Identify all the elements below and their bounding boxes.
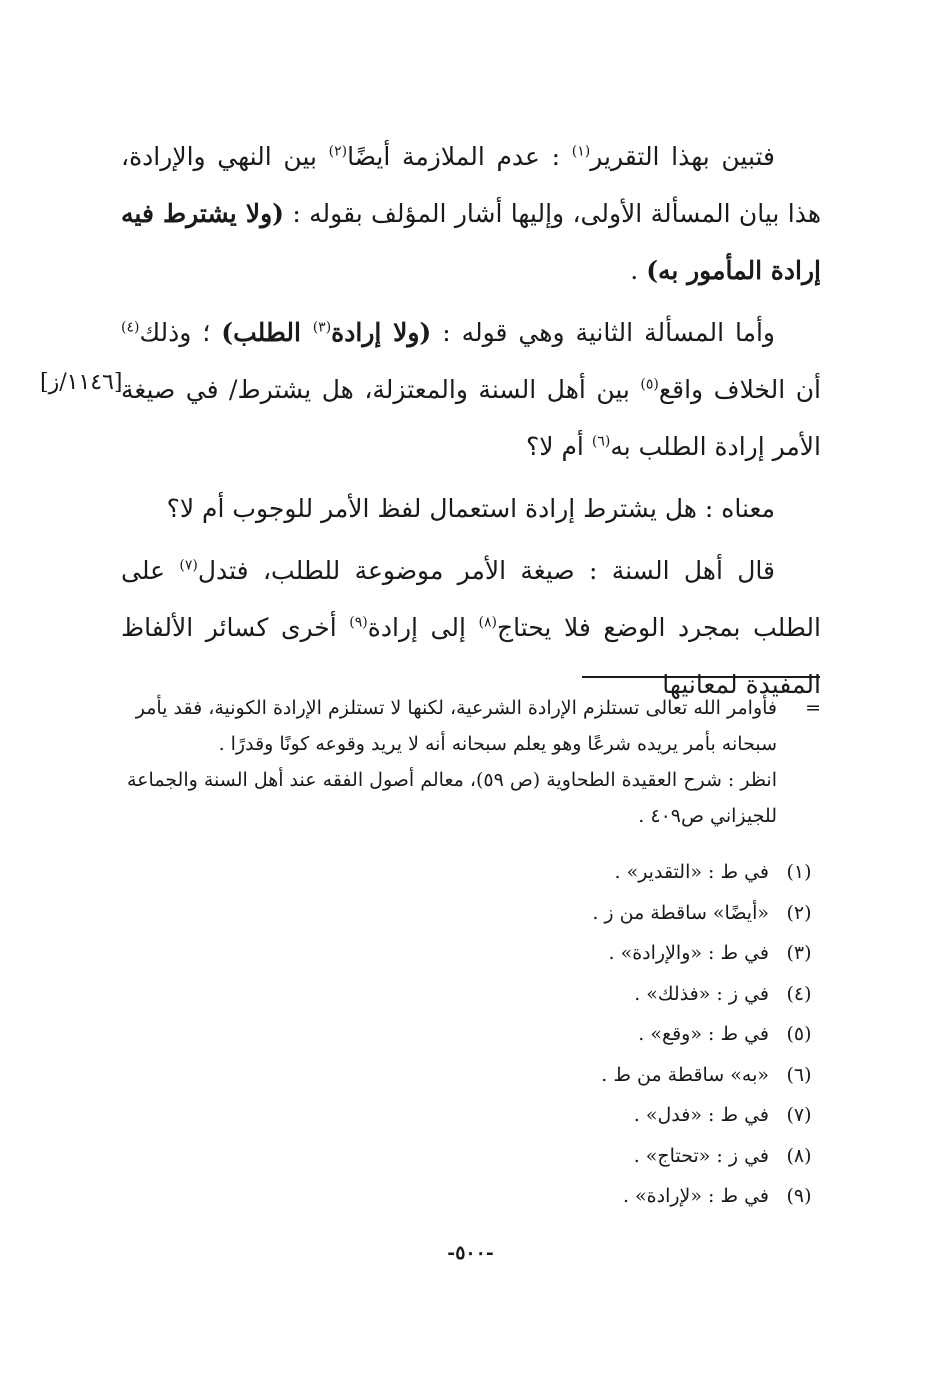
page-number: -٥٠٠- (447, 1242, 494, 1264)
footnote-ref-8[interactable]: (٨) (478, 614, 497, 631)
footnote-ref-9[interactable]: (٩) (349, 614, 368, 631)
footnote-number: (٨) (786, 1144, 812, 1167)
footnote-number: (٧) (786, 1104, 812, 1126)
footnote-text: في ز : «تحتاج» . (633, 1144, 769, 1167)
main-text (121, 128, 821, 713)
footnote-item (121, 1014, 821, 1055)
footnote-item (121, 1095, 821, 1136)
footnote-ref-3[interactable]: (٣) (312, 319, 332, 336)
paragraph-2: وأما المسألة الثانية وهي قوله : (ولا إرادة$^{(٣)}$ الطلب) ؛ وذلك$^{(٤)}$ أن الخلاف واقع$^{(٥)}$ بين أهل السنة والمعتزلة، هل يشترط/ في صيغة الأمر إرادة الطلب به$^{(٦)}$ أم لا؟ (121, 318, 822, 461)
footnote-text: في ط : «فدل» . (633, 1104, 769, 1126)
footnote-item (121, 1055, 821, 1096)
footnotes-list (121, 852, 821, 1217)
quoted-matn: (ولا يشترط فيه إرادة المأمور به) (121, 199, 821, 285)
paragraph-3: معناه : هل يشترط إرادة استعمال لفظ الأمر للوجوب أم لا؟ (166, 494, 775, 523)
footnote-item (121, 933, 821, 974)
paragraph-4: قال أهل السنة : صيغة الأمر موضوعة للطلب، فتدل$^{(٧)}$ على الطلب بمجرد الوضع فلا يحتاج$^{(٨)}$ إلى إرادة$^{(٩)}$ أخرى كسائر الألفاظ المفيدة لمعانيها (121, 556, 821, 699)
footnote-item (121, 1176, 821, 1217)
footnote-ref-1[interactable]: (١) (571, 143, 591, 160)
continued-footnote (101, 690, 821, 834)
footnote-number: (٩) (786, 1185, 812, 1207)
footnote-number: (٥) (786, 1023, 812, 1045)
continuation-mark: = (805, 697, 821, 719)
manuscript-page-marker: [١١٤٦/ز] (40, 370, 123, 395)
footnote-item (121, 974, 821, 1015)
footnote-number: (٢) (786, 901, 812, 924)
footnote-text: في ط : «والإرادة» . (608, 942, 769, 964)
footnote-number: (١) (786, 861, 812, 883)
footnote-ref-6[interactable]: (٦) (591, 433, 611, 450)
footnote-item (121, 1136, 821, 1177)
footnote-number: (٣) (786, 942, 812, 964)
footnote-text: في ز : «فذلك» . (634, 982, 769, 1005)
footnote-divider (582, 676, 820, 678)
footnote-item (121, 852, 821, 893)
footnote-text: في ط : «وقع» . (638, 1023, 769, 1045)
continued-footnote-line-2: انظر : شرح العقيدة الطحاوية (ص ٥٩)، معالم أصول الفقه عند أهل السنة والجماعة للجيزاني ص٤٠٩ . (127, 769, 777, 827)
footnote-ref-2[interactable]: (٢) (328, 143, 348, 160)
footnote-item (121, 893, 821, 934)
footnote-text: «به» ساقطة من ط . (601, 1063, 769, 1086)
paragraph-1: فتبين بهذا التقرير$^{(١)}$ : عدم الملازمة أيضًا$^{(٢)}$ بين النهي والإرادة، هذا بيان المسألة الأولى، وإليها أشار المؤلف بقوله : (ولا يشترط فيه إرادة المأمور به) . (121, 142, 821, 285)
footnote-ref-7[interactable]: (٧) (179, 557, 198, 574)
quoted-matn: الطلب) (221, 318, 313, 347)
footnote-text: في ط : «لإرادة» . (622, 1185, 769, 1207)
continued-footnote-body (101, 690, 821, 834)
footnote-text: «أيضًا» ساقطة من ز . (592, 901, 769, 924)
continued-footnote-line-1: فأوامر الله تعالى تستلزم الإرادة الشرعية، لكنها لا تستلزم الإرادة الكونية، فقد يأمر سبحانه بأمر يريده شرعًا وهو يعلم سبحانه أنه لا يريد وقوعه كونًا وقدرًا . (135, 697, 777, 755)
footnote-number: (٤) (786, 982, 812, 1005)
footnote-ref-4[interactable]: (٤) (121, 319, 140, 336)
footnote-ref-5[interactable]: (٥) (640, 376, 659, 393)
quoted-matn: (ولا إرادة (331, 318, 432, 347)
footnote-number: (٦) (786, 1063, 812, 1086)
footnote-text: في ط : «التقدير» . (614, 861, 769, 883)
